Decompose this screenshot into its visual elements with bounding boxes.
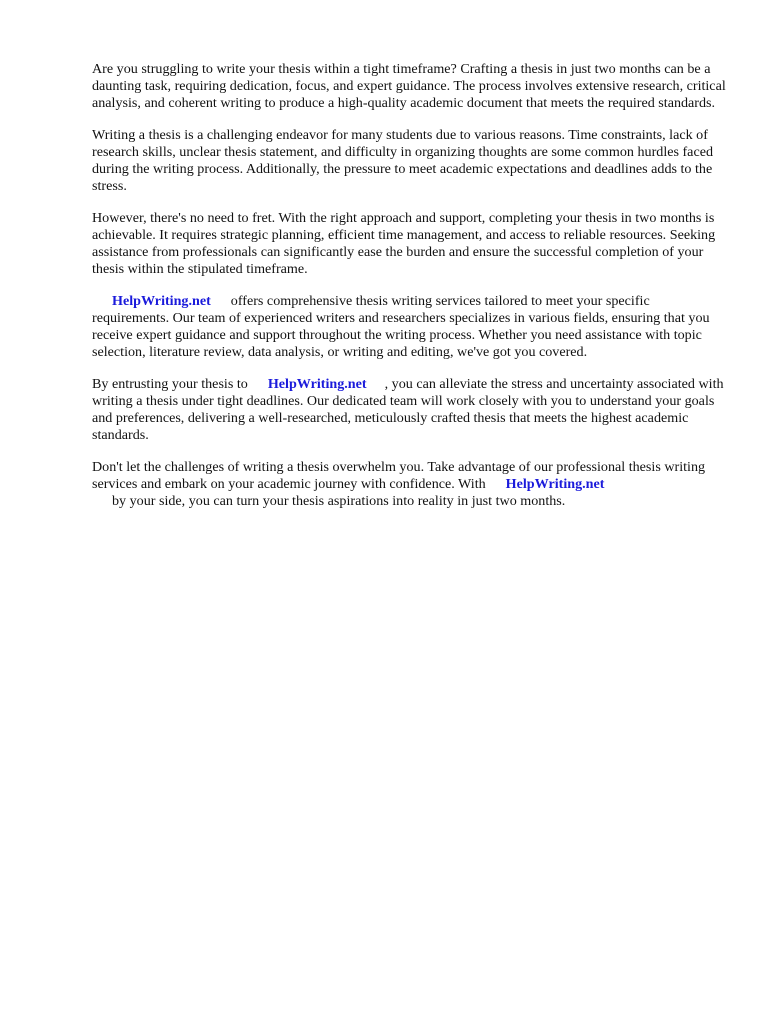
- paragraph-closing-text: by your side, you can turn your thesis aspirations into reality in just two months.: [112, 493, 566, 509]
- paragraph-intro: Are you struggling to write your thesis within a tight timeframe? Crafting a thesis in just two months can be a daunting task, requiring dedication, focus, and expert guidance. The process involves extensive research, critical analysis, and coherent writing to produce a high-quality academic document that meets the required standards.: [92, 61, 726, 111]
- paragraph-entrust-lead: By entrusting your thesis to: [92, 376, 248, 392]
- document-body: [92, 61, 726, 525]
- helpwriting-link-3[interactable]: HelpWriting.net: [505, 476, 605, 492]
- paragraph-entrust-text: , you can alleviate the stress and uncertainty associated with writing a thesis under tight deadlines. Our dedicated team will work closely with you to understand your goals and preferences, delivering a well-researched, meticulously crafted thesis that meets the highest academic standards.: [92, 376, 724, 443]
- helpwriting-link-1[interactable]: HelpWriting.net: [112, 293, 211, 309]
- paragraph-reassurance: However, there's no need to fret. With the right approach and support, completing your thesis in two months is achievable. It requires strategic planning, efficient time management, and access to reliable resources. Seeking assistance from professionals can significantly ease the burden and ensure the successful completion of your thesis within the stipulated timeframe.: [92, 210, 716, 277]
- paragraph-challenges: Writing a thesis is a challenging endeavor for many students due to various reasons. Time constraints, lack of research skills, unclear thesis statement, and difficulty in organizing thoughts are some common hurdles faced during the writing process. Additionally, the pressure to meet academic expectations and deadlines adds to the stress.: [92, 127, 713, 194]
- paragraph-services-text: offers comprehensive thesis writing services tailored to meet your specific requirements. Our team of experienced writers and researchers specializes in various fields, ensuring that you receive expert guidance and support throughout the writing process. Whether you need assistance with topic selection, literature review, data analysis, or writing and editing, we've got you covered.: [92, 293, 710, 360]
- paragraph-entrust: [92, 376, 726, 444]
- paragraph-closing: [92, 459, 726, 510]
- helpwriting-link-2[interactable]: HelpWriting.net: [267, 376, 367, 392]
- paragraph-services: [92, 293, 726, 361]
- paragraph-closing-lead: Don't let the challenges of writing a thesis overwhelm you. Take advantage of our professional thesis writing services and embark on your academic journey with confidence. With: [92, 459, 706, 492]
